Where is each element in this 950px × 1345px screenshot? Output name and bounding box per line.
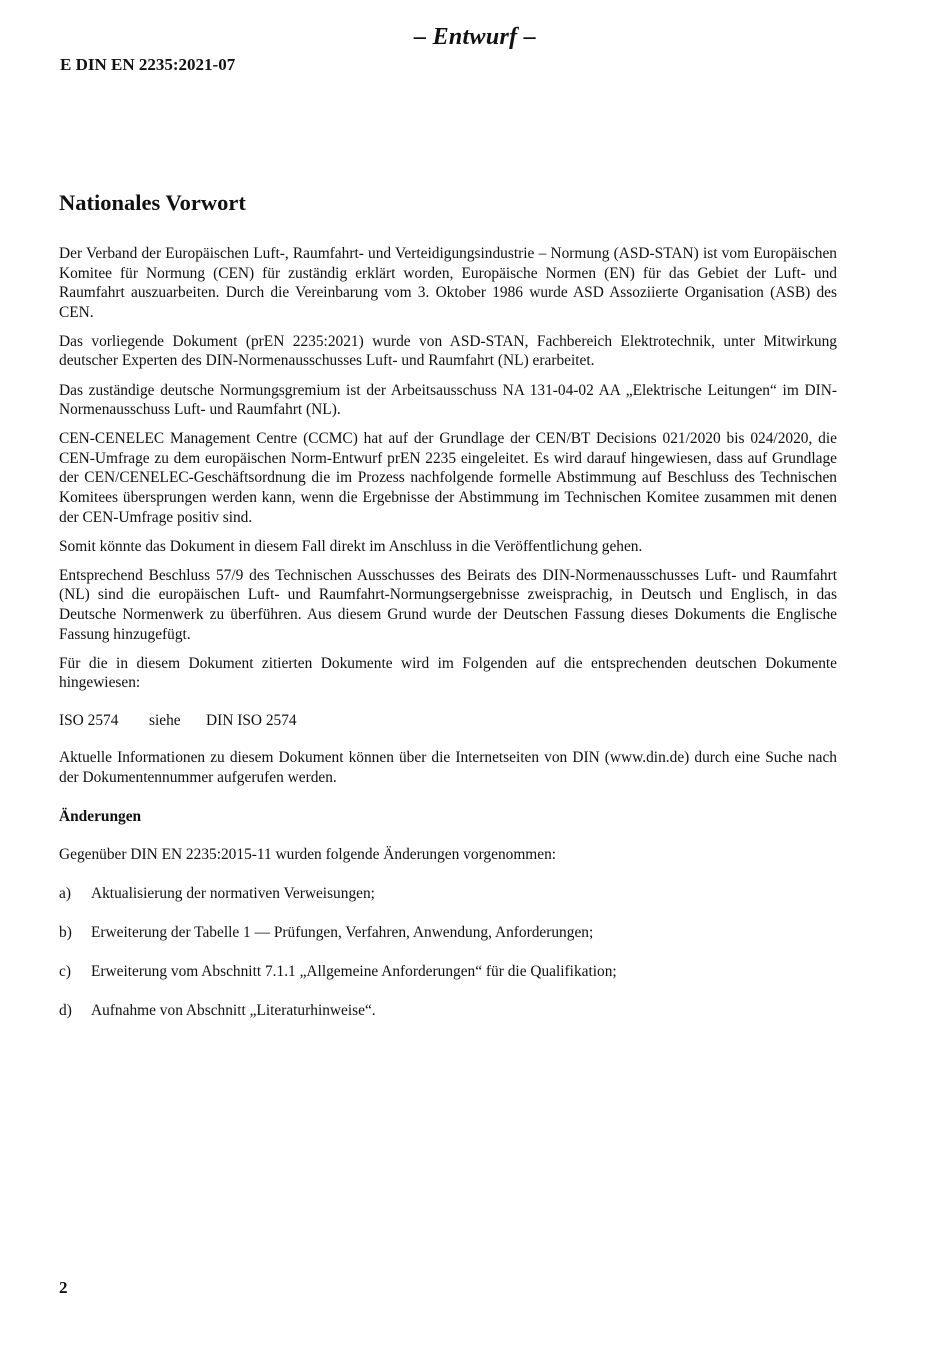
reference-din: DIN ISO 2574	[206, 711, 297, 729]
paragraph-ccmc: CEN-CENELEC Management Centre (CCMC) hat auf der Grundlage der CEN/BT Decisions 021/2020 bis 024/2020, die CEN-Umfrage zu dem europäischen Norm-Entwurf prEN 2235 eingeleitet. Es wird darauf hingewiesen, dass auf Grundlage der CEN/CENELEC-Geschäftsordnung die im Prozess nachfolgende formelle Abstimmung auf Beschluss des Technischen Komitees übersprungen werden kann, wenn die Ergebnisse der Abstimmung im Technischen Komitee zusammen mit denen der CEN-Umfrage positiv sind.	[59, 430, 837, 526]
list-text: Erweiterung vom Abschnitt 7.1.1 „Allgemeine Anforderungen“ für die Qualifikation;	[91, 962, 617, 980]
paragraph-asd-stan: Der Verband der Europäischen Luft-, Raumfahrt- und Verteidigungsindustrie – Normung (ASD-STAN) ist vom Europäischen Komitee für Normung (CEN) für zuständig erklärt worden, Europäische Normen (EN) für das Gebiet der Luft- und Raumfahrt auszuarbeiten. Durch die Vereinbarung vom 3. Oktober 1986 wurde ASD Assoziierte Organisation (ASB) des CEN.	[59, 245, 837, 321]
list-item	[59, 1001, 837, 1021]
list-text: Erweiterung der Tabelle 1 — Prüfungen, Verfahren, Anwendung, Anforderungen;	[91, 923, 594, 941]
changes-intro: Gegenüber DIN EN 2235:2015-11 wurden folgende Änderungen vorgenommen:	[59, 846, 557, 864]
paragraph-bilingual: Entsprechend Beschluss 57/9 des Technischen Ausschusses des Beirats des DIN-Normenausschusses Luft- und Raumfahrt (NL) sind die europäischen Luft- und Raumfahrt-Normungsergebnisse zweisprachig, in Deutsch und Englisch, in das Deutsche Normenwerk zu überführen. Aus diesem Grund wurde der Deutschen Fassung dieses Dokuments die Englische Fassung hinzugefügt.	[59, 566, 837, 643]
list-letter: b)	[59, 923, 72, 941]
draft-watermark: – Entwurf –	[413, 24, 536, 50]
list-letter: a)	[59, 884, 71, 902]
page-number: 2	[59, 1278, 68, 1297]
section-title: Nationales Vorwort	[59, 190, 246, 215]
changes-heading: Änderungen	[59, 807, 142, 825]
list-item	[59, 962, 837, 982]
document-body	[59, 188, 837, 1040]
paragraph-info: Aktuelle Informationen zu diesem Dokument können über die Internetseiten von DIN (www.din.de) durch eine Suche nach der Dokumentennummer aufgerufen werden.	[59, 749, 837, 787]
paragraph-prepared-by: Das vorliegende Dokument (prEN 2235:2021) wurde von ASD-STAN, Fachbereich Elektrotechnik, unter Mitwirkung deutscher Experten des DIN-Normenausschusses Luft- und Raumfahrt (NL) erarbeitet.	[59, 332, 837, 370]
list-text: Aufnahme von Abschnitt „Literaturhinweise“.	[91, 1001, 376, 1019]
paragraph-publication: Somit könnte das Dokument in diesem Fall direkt im Anschluss in die Veröffentlichung gehen.	[59, 537, 643, 555]
list-item	[59, 884, 837, 904]
list-text: Aktualisierung der normativen Verweisungen;	[91, 884, 375, 902]
list-letter: d)	[59, 1001, 72, 1019]
paragraph-cited-documents: Für die in diesem Dokument zitierten Dokumente wird im Folgenden auf die entsprechenden deutschen Dokumente hingewiesen:	[59, 654, 837, 692]
paragraph-committee: Das zuständige deutsche Normungsgremium ist der Arbeitsausschuss NA 131-04-02 AA „Elektrische Leitungen“ im DIN-Normenausschuss Luft- und Raumfahrt (NL).	[59, 381, 837, 419]
list-letter: c)	[59, 962, 71, 980]
reference-iso: ISO 2574	[59, 711, 119, 729]
reference-separator: siehe	[149, 711, 181, 729]
document-id: E DIN EN 2235:2021-07	[60, 55, 236, 74]
reference-row	[59, 711, 837, 731]
list-item	[59, 923, 837, 943]
